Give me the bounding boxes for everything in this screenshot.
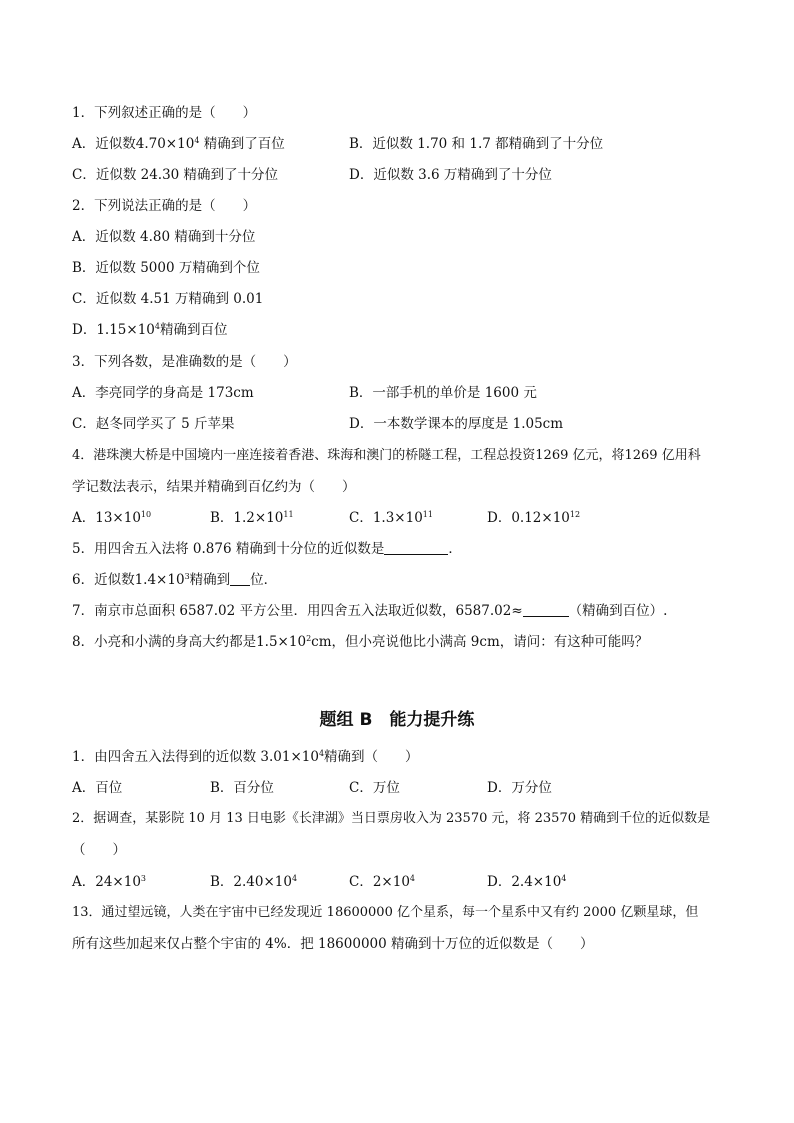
group-b-question-2-option-b: B．$2.40\times 10^4$: [210, 874, 298, 890]
question-2-option-b: B．近似数 5000 万精确到个位: [72, 260, 260, 276]
question-4-option-d: D．$0.12\times 10^{12}$: [487, 510, 581, 526]
group-b-question-1-option-d: D．万分位: [487, 780, 552, 796]
question-3-option-d: D．一本数学课本的厚度是 1.05cm: [349, 416, 564, 432]
group-b-question-1-option-c: C．万位: [349, 780, 400, 796]
group-b-question-1-option-a: A．百位: [72, 780, 123, 796]
answer-blank[interactable]: [230, 571, 250, 586]
question-4-stem-line1: 4．港珠澳大桥是中国境内一座连接着香港、珠海和澳门的桥隧工程，工程总投资1269 亿元，将1269 亿用科: [72, 448, 701, 463]
question-1-option-a: A．近似数$4.70\times 10^4$ 精确到了百位: [72, 136, 285, 152]
question-3-option-b: B．一部手机的单价是 1600 元: [349, 385, 537, 401]
group-b-question-2-stem-line1: 2．据调查，某影院 10 月 13 日电影《长津湖》当日票房收入为 23570 元，将 23570 精确到千位的近似数是: [72, 811, 711, 826]
question-3-stem: 3．下列各数，是准确数的是（ ）: [72, 354, 297, 370]
group-b-question-2-stem-line2: （ ）: [72, 842, 126, 858]
question-8: 8．小亮和小满的身高大约都是$1.5\times 10^2cm$，但小亮说他比小满高 9cm，请问：有这种可能吗？: [72, 634, 649, 650]
question-2-option-a: A．近似数 4.80 精确到十分位: [72, 229, 256, 245]
question-4-option-a: A．$13\times 10^{10}$: [72, 510, 152, 526]
question-1-option-b: B．近似数 1.70 和 1.7 都精确到了十分位: [349, 136, 604, 152]
section-title-group-b: 题组 B 能力提升练: [319, 710, 475, 730]
group-b-question-2-option-a: A．$24\times 10^3$: [72, 874, 147, 890]
question-4-option-c: C．$1.3\times 10^{11}$: [349, 510, 433, 526]
group-b-question-2-option-d: D．$2.4\times 10^4$: [487, 874, 567, 890]
group-b-question-1-option-b: B．百分位: [210, 780, 274, 796]
answer-blank[interactable]: [523, 602, 569, 617]
group-b-question-13-stem-line2: 所有这些加起来仅占整个宇宙的 4%．把 18600000 精确到十万位的近似数是（ ）: [72, 936, 594, 952]
answer-blank[interactable]: [384, 540, 448, 555]
question-2-stem: 2．下列说法正确的是（ ）: [72, 198, 257, 214]
group-b-question-2-option-c: C．$2\times 10^4$: [349, 874, 416, 890]
question-3-option-a: A．李亮同学的身高是 173cm: [72, 385, 254, 401]
question-5: 5．用四舍五入法将 0.876 精确到十分位的近似数是 ．: [72, 541, 462, 557]
question-2-option-d: D．$1.15\times 10^4$精确到百位: [72, 322, 228, 338]
question-3-option-c: C．赵冬同学买了 5 斤苹果: [72, 416, 235, 432]
question-7: 7．南京市总面积 6587.02 平方公里．用四舍五入法取近似数，6587.02≈ （精确到百位）.: [72, 603, 668, 619]
question-1-option-c: C．近似数 24.30 精确到了十分位: [72, 167, 279, 183]
question-1-stem: 1．下列叙述正确的是（ ）: [72, 105, 257, 121]
question-2-option-c: C．近似数 4.51 万精确到 0.01: [72, 291, 264, 307]
group-b-question-1-stem: 1．由四舍五入法得到的近似数 $3.01\times 10^4$精确到（ ）: [72, 749, 419, 765]
question-6: 6．近似数$1.4\times 10^3$精确到 位．: [72, 572, 278, 588]
question-4-stem-line2: 学记数法表示，结果并精确到百亿约为（ ）: [72, 479, 356, 495]
question-4-option-b: B．$1.2\times 10^{11}$: [210, 510, 294, 526]
group-b-question-13-stem-line1: 13．通过望远镜，人类在宇宙中已经发现近 18600000 亿个星系，每一个星系中又有约 2000 亿颗星球，但: [72, 905, 699, 920]
question-1-option-d: D．近似数 3.6 万精确到了十分位: [349, 167, 552, 183]
